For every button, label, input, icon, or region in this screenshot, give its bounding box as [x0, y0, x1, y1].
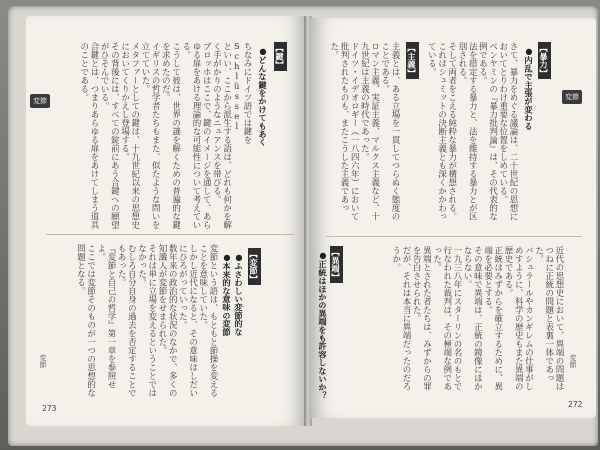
left-lower-line: 『変節と自己の哲学』第一章を参照せよ。 [95, 244, 116, 389]
right-heading-ism: 【主義】 [407, 44, 417, 77]
left-lower-line: むしろ自分自身の過去を否定することでもあった。 [116, 244, 137, 397]
left-footer-label: 変節 [39, 354, 47, 368]
right-heading-heresy: 【異端】 [331, 248, 341, 281]
right-lower-line: バシュラールやカンギレムの仕事がしめすように、科学の歴史もまた異端の歴史である。 [502, 246, 534, 391]
left-subtitle-upper: ●どんな鍵をかけてもあく [258, 46, 268, 147]
left-page [26, 16, 306, 426]
right-page [310, 18, 596, 418]
right-upper-line: さて、暴力をめぐる議論は、二十世紀の思想においてとりわけ重要な位置をしめている。 [497, 42, 518, 221]
left-upper-line: といい、ここから派生する語は、どれも何かを解く手がかりのようなニュアンスを帯びる。 [211, 42, 232, 229]
right-lower-line: 一九三八年にスターリンの名のもとで行なわれた裁判は、その極端な例であった。 [431, 246, 462, 391]
right-lower-line: 異端とされた者たちは、みずからの罪を告白させられた。 [411, 246, 432, 391]
left-upper-line: メタファーとしての鍵は、十九世紀以来の思想史においてくりかえし登場する。 [119, 42, 140, 229]
right-mid-line: ドイツ・イデオロギー（一八四六年）において批判されたものも、またこうした主義であった。 [328, 42, 360, 221]
right-mid-line: 主義とは、ある立場を一貫してつらぬく態度のことである。 [379, 42, 400, 221]
right-footer-label: 変節 [569, 354, 577, 368]
left-upper-line: イギリスの哲学者たちもまた、似たような問いを立てていた。 [139, 42, 161, 229]
right-lower-line: 正統はみずからを確立するために、異端を必要とする。 [482, 246, 503, 391]
right-upper-line: 法を措定する暴力と、法を維持する暴力とが区別される。 [456, 42, 478, 221]
left-section-rule [46, 234, 294, 235]
right-mid-line: ロマン主義、実証主義、マルクス主義など、十九世紀は主義の時代であった。 [359, 42, 380, 221]
left-page-number: 273 [42, 404, 57, 413]
left-lower-column [62, 244, 218, 404]
left-subtitle-lower-2: ●本来的な意味の変節 [222, 252, 232, 336]
left-lower-line: 変節という語は、もともと節操を変えることを意味していた。 [197, 244, 218, 397]
right-tab-marker: 変節 [562, 90, 582, 104]
right-subtitle-lower: ●正統はほかの異端をも許容しないか？ [318, 250, 328, 400]
right-heading-violence: 【暴力】 [539, 44, 549, 77]
right-page-number: 272 [568, 400, 583, 409]
left-lower-line: それは単に立場を変えるということではなかった。 [136, 244, 157, 397]
open-book [8, 6, 598, 446]
right-section-rule [326, 236, 582, 237]
right-lower-line: だが、それは本当に異端だったのだろうか。 [390, 246, 411, 391]
left-tab-marker: 変節 [30, 94, 50, 108]
left-heading-key: 【鍵】 [275, 44, 285, 69]
left-lower-line: しかし近代になると、その意味はしだいにひろがっていった。 [177, 244, 198, 397]
right-upper-line: ベンヤミンの『暴力批判論』は、その代表的な例である。 [477, 42, 498, 221]
left-heading-change: 【変節】 [249, 250, 259, 283]
left-upper-line: その背後には、すべての錠前にあう合鍵への願望がひそんでいる。 [99, 42, 120, 229]
left-subtitle-lower-1: ●ふさわしい変節的な [234, 252, 244, 336]
right-upper-column [426, 42, 518, 228]
left-upper-line: ブロッホはここで、鍵のイメージを通して、あらゆる扉をあける理論的な可能性について考えている。 [180, 42, 212, 229]
right-upper-line: そして両者をこえる純粋な暴力が構想される。 [446, 42, 457, 221]
left-lower-line: ここでは変節そのものが一つの思想的な問題となる。 [75, 244, 96, 397]
right-upper-line: これはシュミットの決断主義とも深くかかわっている。 [426, 42, 447, 221]
left-upper-line: こうして彼は、世界の謎を解くための普遍的な鍵を求めたのだ。 [160, 42, 181, 229]
left-upper-line: 合鍵とは、つまりあらゆる扉をあけてしまう道具のことである。 [78, 42, 99, 229]
right-lower-line: その意味で異端は、正統の鏡像にほかならない。 [462, 246, 483, 391]
right-lower-column [350, 246, 564, 396]
left-lower-line: 数年来の政治的な状況のなかで、多くの知識人が変節をせまられた。 [156, 244, 178, 397]
right-lower-line: 近代の思想史において、異端の問題はつねに正統の問題と表裏一体であった。 [533, 246, 564, 391]
left-upper-column [78, 42, 252, 232]
right-subtitle-upper: ●内乱で主張が変わる [524, 46, 534, 130]
left-upper-line: ちなみにドイツ語では鍵をSchlüssel [231, 42, 252, 144]
right-mid-column [328, 42, 400, 228]
